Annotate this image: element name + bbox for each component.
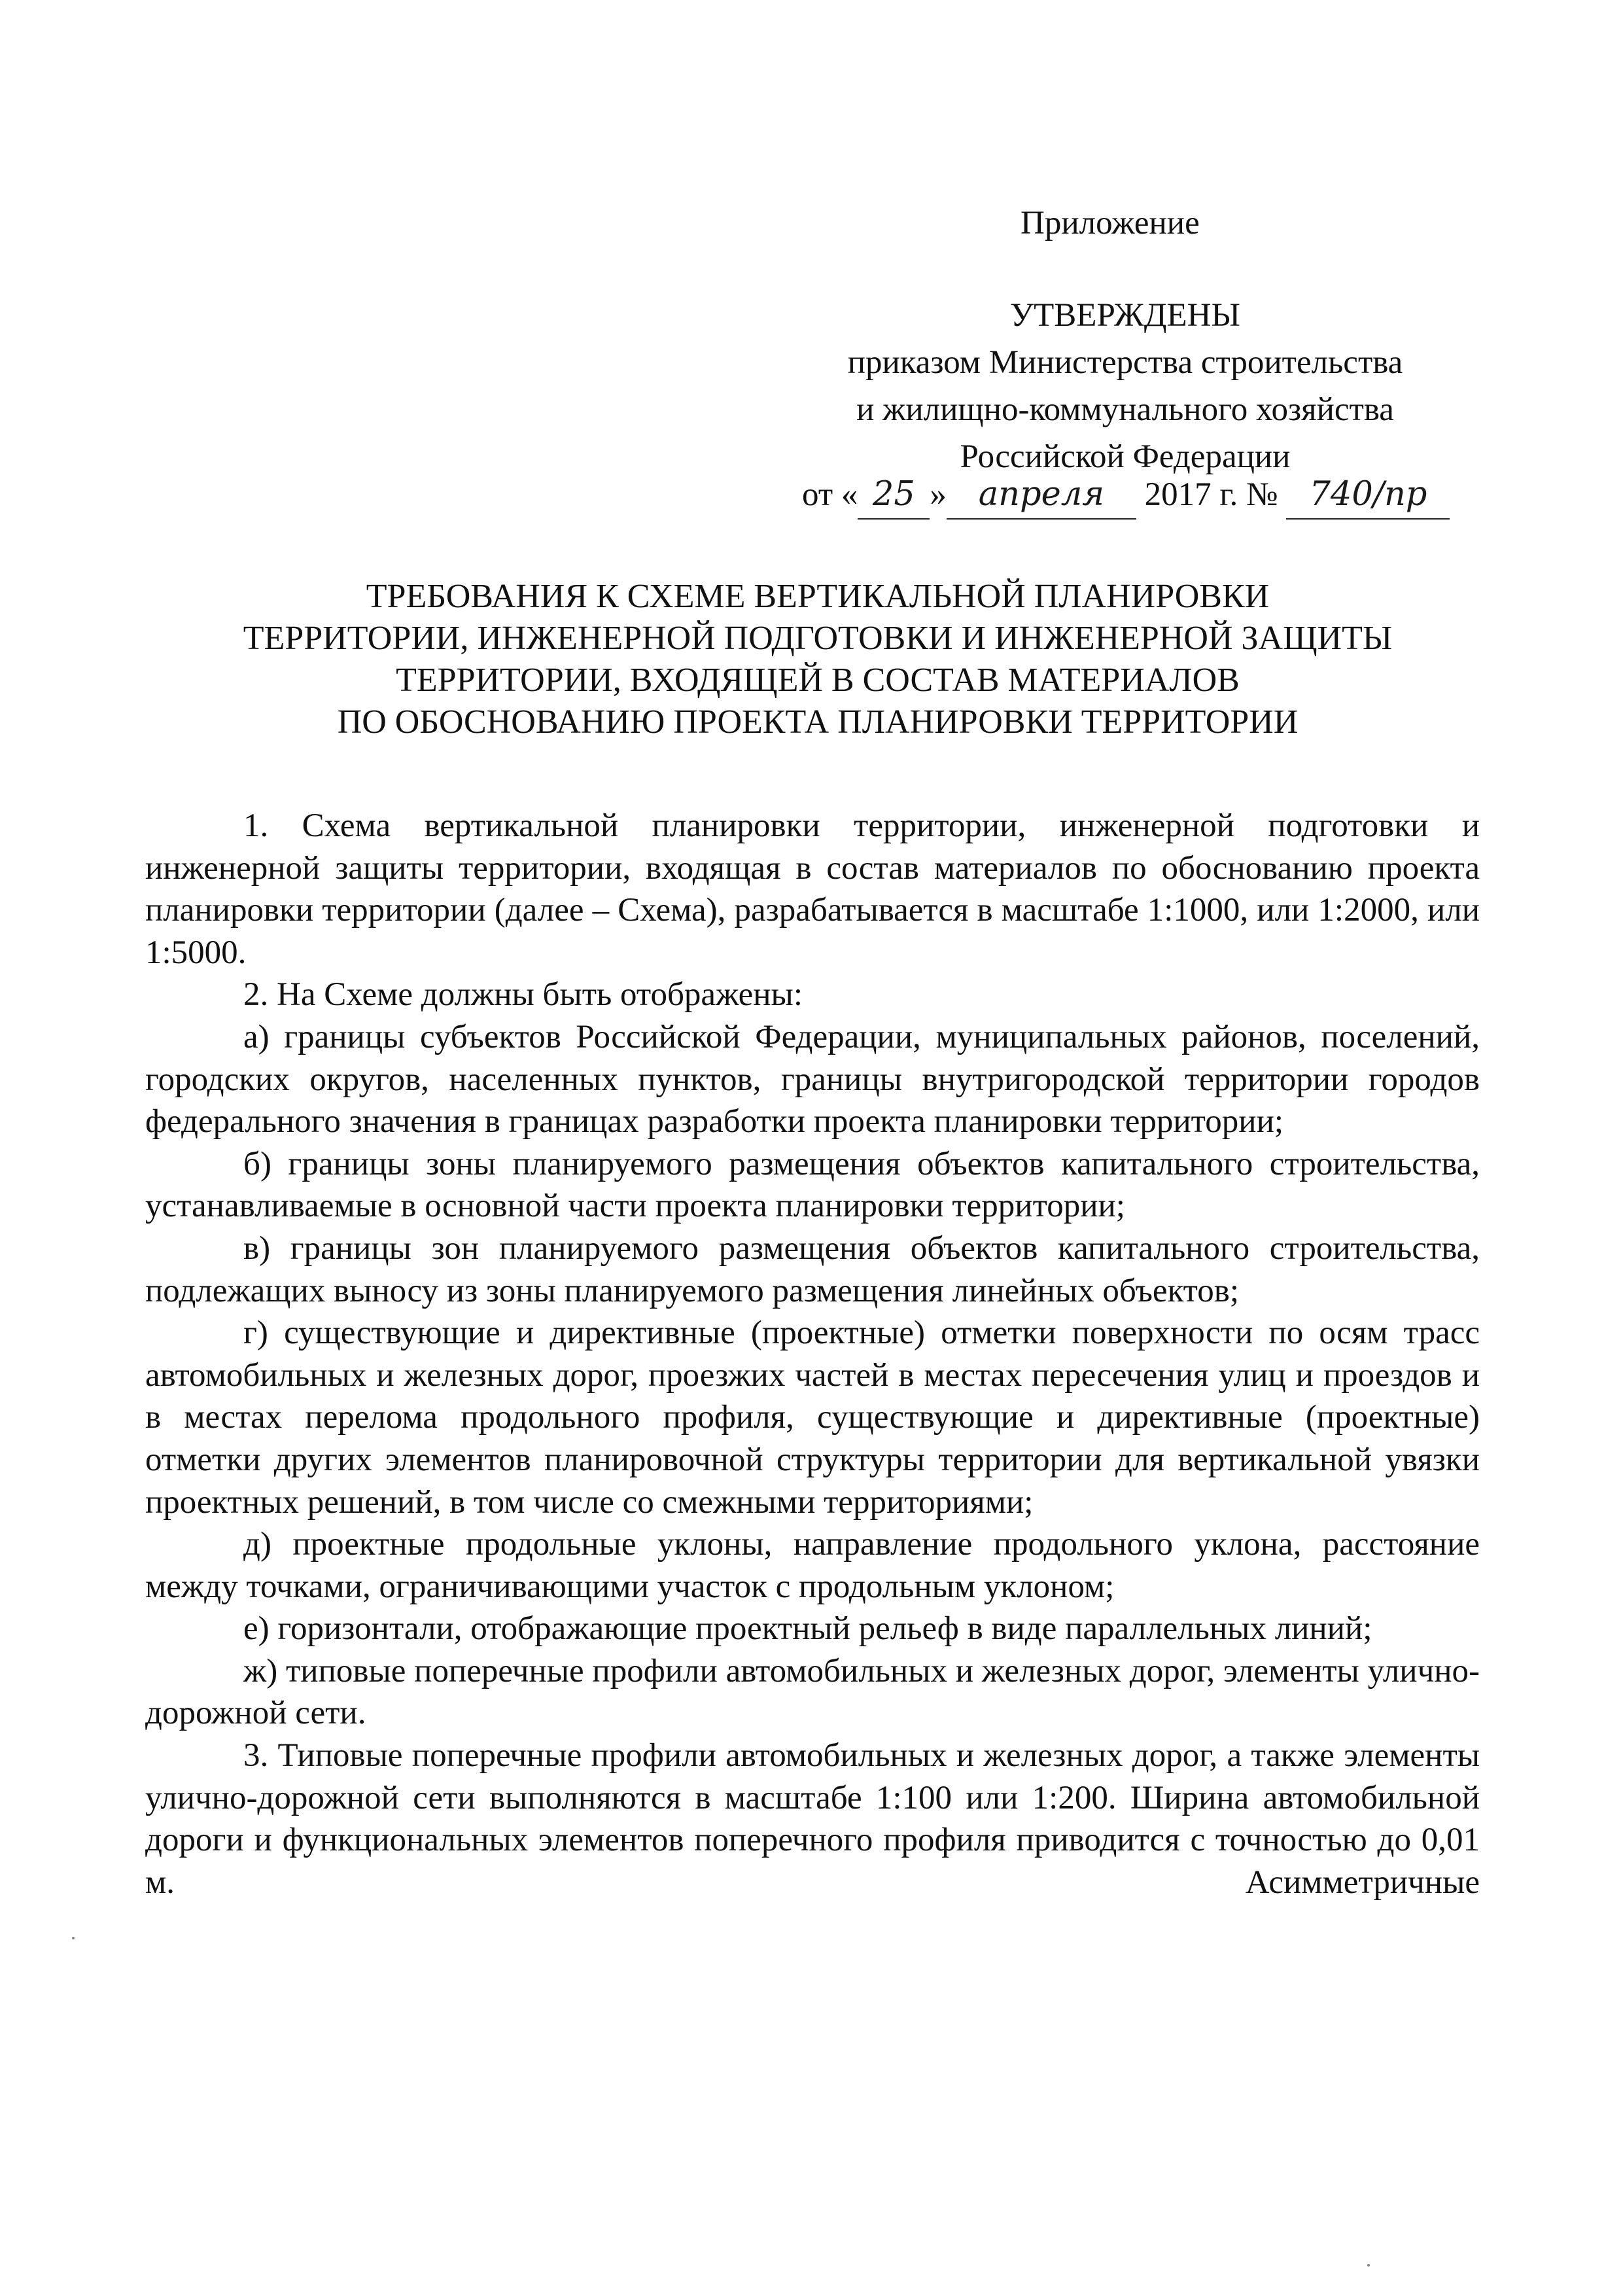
paragraph-2a: а) границы субъектов Российской Федерации, муниципальных районов, поселений, городских округов, населенных пунктов, границы внутригородской территории городов федерального значения в границах разработки проекта планировки территории; [145,1018,1480,1140]
order-date-line [802,471,1450,520]
handwritten-month: апреля [947,471,1136,520]
paragraph-2g: г) существующие и директивные (проектные) отметки поверхности по осям трасс автомобильных и железных дорог, проезжих частей в местах пересечения улиц и проездов и в местах перелома продольного профиля, существующие и директивные (проектные) отметки других элементов планировочной структуры территории для вертикальной увязки проектных решений, в том числе со смежными территориями; [145,1315,1480,1521]
date-year: 2017 г. № [1136,476,1287,513]
order-line-3: Российской Федерации [960,438,1291,475]
title-line-4: ПО ОБОСНОВАНИЮ ПРОЕКТА ПЛАНИРОВКИ ТЕРРИТОРИИ [337,703,1299,741]
date-mid: » [930,476,947,513]
paragraph-2d: д) проектные продольные уклоны, направление продольного уклона, расстояние между точками, ограничивающими участок с продольным уклоном; [145,1526,1480,1605]
approval-block [772,292,1478,480]
document-body [145,805,1480,1903]
paragraph-1: 1. Схема вертикальной планировки территории, инженерной подготовки и инженерной защиты территории, входящая в состав материалов по обоснованию проекта планировки территории (далее – Схема), разрабатывается в масштабе 1:1000, или 1:2000, или 1:5000. [145,807,1480,971]
paragraph-2e: е) горизонтали, отображающие проектный рельеф в виде параллельных линий; [243,1610,1372,1648]
scan-speck [1367,2264,1370,2267]
document-title [144,576,1492,743]
title-line-3: ТЕРРИТОРИИ, ВХОДЯЩЕЙ В СОСТАВ МАТЕРИАЛОВ [396,662,1240,699]
appendix-label: Приложение [1021,205,1200,241]
order-line-2: и жилищно-коммунального хозяйства [856,391,1394,428]
paragraph-2zh: ж) типовые поперечные профили автомобильных и железных дорог, элементы улично-дорожной сети. [145,1652,1480,1732]
paragraph-2v: в) границы зон планируемого размещения объектов капитального строительства, подлежащих выносу из зоны планируемого размещения линейных объектов; [145,1229,1480,1309]
scan-speck [72,1937,75,1939]
paragraph-3: 3. Типовые поперечные профили автомобильных и железных дорог, а также элементы улично-дорожной сети выполняются в масштабе 1:100 или 1:200. Ширина автомобильной дороги и функциональных элементов поперечного профиля приводится с точностью до 0,01 м. Асимметричные [145,1737,1480,1901]
title-line-2: ТЕРРИТОРИИ, ИНЖЕНЕРНОЙ ПОДГОТОВКИ И ИНЖЕНЕРНОЙ ЗАЩИТЫ [243,620,1393,657]
approved-label: УТВЕРЖДЕНЫ [1010,297,1240,334]
handwritten-order-number: 740/пр [1286,471,1450,520]
order-line-1: приказом Министерства строительства [847,344,1403,381]
paragraph-2b: б) границы зоны планируемого размещения объектов капитального строительства, устанавливаемые в основной части проекта планировки территории; [145,1145,1480,1225]
title-line-1: ТРЕБОВАНИЯ К СХЕМЕ ВЕРТИКАЛЬНОЙ ПЛАНИРОВКИ [366,578,1270,615]
paragraph-2: 2. На Схеме должны быть отображены: [243,976,803,1014]
handwritten-day: 25 [858,471,930,520]
date-prefix: от « [802,476,858,513]
